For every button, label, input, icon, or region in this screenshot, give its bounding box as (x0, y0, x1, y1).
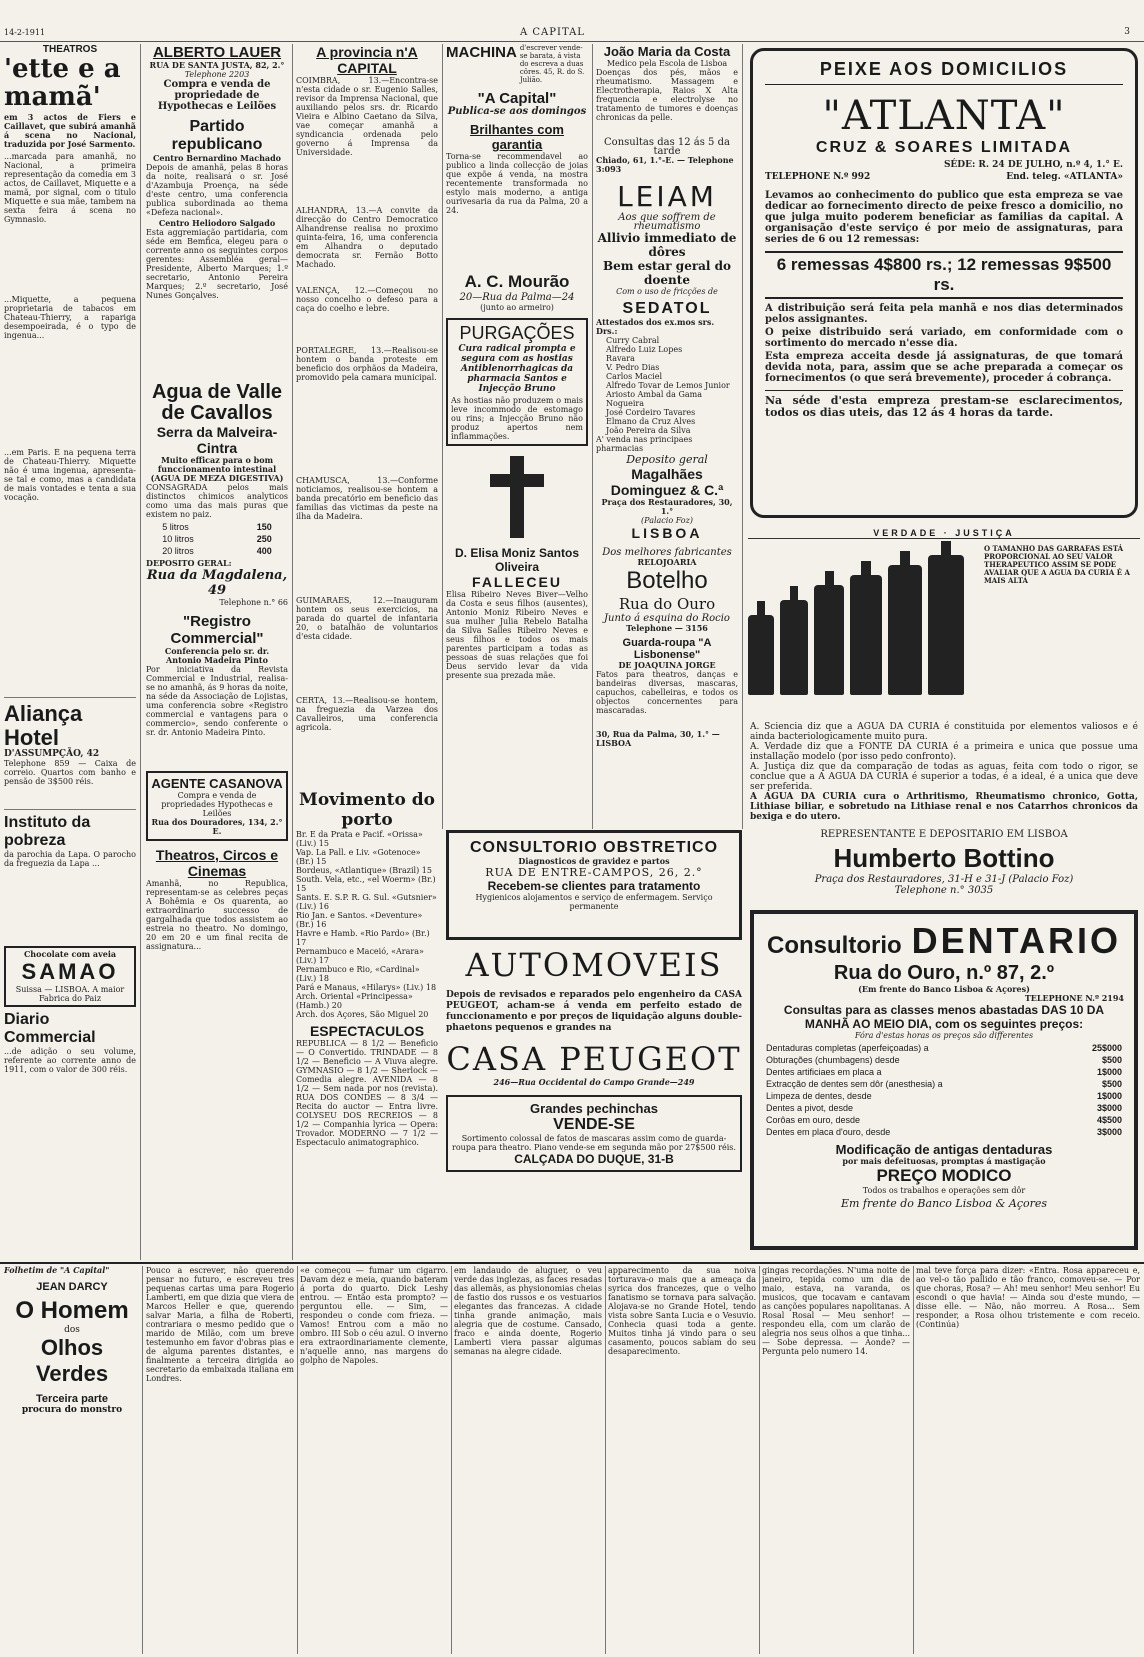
magalhaes-title: Magalhães Dominguez & C.ª (610, 466, 724, 498)
machina-text: d'escrever vende-se barata, á vista do escreva a duas côres. 45, R. do S. Julião. (519, 44, 585, 84)
column-rule (759, 1266, 760, 1654)
mourao-title: A. C. Mourão (464, 272, 570, 291)
brilhantes-text: Torna-se recommendavel ao publico a linda collecção de joias que expõe á venda, na mostra recentemente transformada no estylo mais moderno, a antiga ourivesaria da rua da Palma, 20 a 24. (446, 152, 588, 215)
atlanta-text: A distribuição será feita pela manhã e nos dias determinados pelos assignantes. (765, 303, 1123, 325)
atlanta-text: Levamos ao conhecimento do publico que esta empreza se vae dedicar ao fornecimento directo de peixe fresco a domicilio, no que julga muito poderem beneficiar as familias da capital. A organisação d'este serviço é por meio de assignaturas, para series de 6 ou 12 remessas: (765, 190, 1123, 245)
price-row: Extracção de dentes sem dôr (anesthesia) a $500 (766, 1079, 1122, 1089)
masthead (0, 27, 1144, 42)
agua-text: CONSAGRADA pelos mais distinctos chimicos analyticos como uma das mais puras que existem no paiz. (146, 483, 288, 519)
agua-deposit: DEPOSITO GERAL: (146, 558, 232, 568)
provincia-text: VALENÇA, 12.—Começou no nosso concelho o defeso para a caça do coelho e lebre. (296, 286, 438, 313)
movimento-title: Movimento do porto (299, 790, 435, 830)
purgacoes-text2: As hostias não produzem o mais leve incommodo de estomago ou rins; a Injecção Bruno não produz apertos nem inflammações. (451, 396, 583, 441)
bottle-icon (814, 585, 844, 695)
magalhaes-sub: (Palacio Foz) (641, 516, 693, 525)
provincia-title: A provincia n'A CAPITAL (316, 44, 418, 76)
sedatol-footer: A' venda nas principaes pharmacias (596, 435, 693, 453)
botelho-address: Rua do Ouro (618, 595, 716, 613)
partido-title: Partido republicano (171, 118, 263, 153)
column-rule (142, 1266, 143, 1654)
calcada-address: CALÇADA DO DUQUE, 31-B (514, 1152, 674, 1166)
mourao-address: 20—Rua da Palma—24 (459, 292, 575, 303)
machina-title: MACHINA (446, 44, 517, 61)
dentario-telephone: TELEPHONE N.º 2194 (1024, 993, 1124, 1003)
provincia-text: PORTALEGRE, 13.—Realisou-se hontem o banda proteste em beneficio dos orphãos da Madeira, promovido pela camara municipal. (296, 346, 438, 382)
provincia-text: ALHANDRA, 13.—A convite da direcção do Centro Democratico Alhandrense realisa no proximo quinta-feira, 16, uma conferencia em Alhandra o deputado democrata sr. Fernão Botto Machado. (296, 206, 438, 269)
provincia-text: CHAMUSCA, 13.—Conforme noticiamos, realisou-se hontem a banda precatório em beneficio das familias das victimas da peste na ilha da Madeira. (296, 476, 438, 521)
movimento-row: Rio Jan. e Santos. «Deventure» (Br.) 16 (296, 911, 423, 929)
atlanta-text: O peixe distribuido será variado, em conformidade com o sortimento do mercado n'esse dia. (765, 327, 1123, 349)
samao-ad (4, 946, 136, 1007)
folhetim-author: JEAN DARCY (36, 1281, 108, 1293)
movimento-row: Br. E da Prata e Pacif. «Orissa» (Liv.) 15 (296, 830, 423, 848)
botelho-address2: Junto á esquina do Rocio (604, 613, 730, 624)
provincia-text: GUIMARÃES, 12.—Inauguram hontem os seus exercicios, na parada do quartel de infantaria 20, o batalhão de voluntarios d'esta cidade. (296, 596, 438, 641)
registo-title: "Registro Commercial" (170, 613, 264, 647)
automoveis-ad (446, 946, 742, 1258)
article-paragraph: ...marcada para amanhã, no Nacional, a primeira representação da comedia em 3 actos, de Caillavet, Miquette e a mamã, por signal, com o titulo Miquette e sua mãe, tambem na sexta feira á scena no Gymnasio. (4, 152, 136, 224)
leiam-sub: Aos que soffrem de rheumatismo (618, 212, 716, 232)
agua-source: Serra da Malveira-Cintra (156, 424, 278, 456)
dentario-sub: (Em frente do Banco Lisboa & Açores) (858, 984, 1030, 994)
deposito-label: Deposito geral (626, 453, 708, 466)
column-rule (592, 44, 593, 829)
registo-text: Por iniciativa da Revista Commercial e Industrial, realisa-se no amanhã, ás 9 horas da noite, na séde da Associação de Lojistas, uma conferencia sobre «Registro commercial e vantagens para o commercio», sendo conferente o sr. dr. Antonio Madeira Pinto. (146, 665, 288, 737)
movimento-row: Pernambuco e Rio, «Cardinal» (Liv.) 18 (296, 965, 420, 983)
automoveis-title: AUTOMOVEIS (465, 946, 723, 984)
dentario-ad (750, 910, 1138, 1250)
bottles-icon (748, 545, 978, 695)
price-row: 20 litros 400 (162, 546, 272, 556)
article-lead: em 3 actos de Fiers e Caillavet, que subirá amanhã á scena no Nacional, traduzida por José Sarmento. (4, 112, 136, 149)
hotel-address: D'ASSUMPÇÃO, 42 (4, 749, 100, 759)
masthead-title: A CAPITAL (520, 27, 585, 38)
leiam-text: Allivio immediato de dôres (597, 231, 737, 259)
movimento-row: Vap. La Pall. e Liv. «Gotenoce» (Br.) 15 (296, 848, 421, 866)
guarda-title: Guarda-roupa "A Lisbonense" (622, 637, 712, 661)
folhetim-column: apparecimento da sua noiva torturava-o mais que a ameaça da syrica dos francezes, que o velho fanatismo se tornava para salvação. Alojava-se no Grande Hotel, tendo vista sobre Santa Lucia e o Vesuvio. Conhecia quasi toda a gente. Muitos tinha já vindo para o seu casamento, poucos sabiam do seu desaparecimento. (608, 1266, 756, 1356)
casa-peugeot: CASA PEUGEOT (446, 1040, 742, 1078)
pobreza-text: da parochia da Lapa. O parocho da freguezia da Lapa ... (4, 850, 136, 868)
lauer-text: Compra e venda de propriedade de Hypothecas e Leilões (157, 79, 277, 112)
movimento-row: Sants. E. S.P. R. G. Sul. «Gutsnier» (Liv.) 16 (296, 893, 437, 911)
mourao-sub: (junto ao armeiro) (480, 303, 554, 312)
falleceu-text: Elisa Ribeiro Neves Biver—Velho da Costa e seus filhos (ausentes), Antonio Moniz Ribeiro Neves e sua mulher Julia Rebelo Batalha da Silva Salles Ribeiro Neves e seus filhos e todos os mais parentes participam a todas as pessoas de suas relações que foi Deus servido levar da vida presente sua prezada mãe. (446, 590, 588, 680)
partido-subtitle: Centro Heliodoro Salgado (158, 218, 276, 228)
curia-text: A. Justiça diz que da comparação de todas as aguas, feita com todo o rigor, se conclue que a A AGUA DA CURIA é superior a todas, é a ideal, é a unica que deve ser preferida. (750, 762, 1138, 792)
list-item: Alfredo Tovar de Lemos Junior (606, 381, 730, 390)
consultorio-sub: Diagnosticos de gravidez e partos (518, 856, 670, 866)
list-item: Elmano da Cruz Alves (606, 417, 696, 426)
consultorio-text2: Hygienicos alojamentos e serviço de enfermagem. Serviço permanente (475, 893, 713, 911)
lauer-telephone: Telephone 2203 (184, 70, 250, 79)
dentario-preco: PREÇO MODICO (876, 1166, 1012, 1185)
column-2 (146, 44, 288, 1260)
curia-text: A AGUA DA CURIA cura o Arthritismo, Rheumatismo chronico, Gotta, Lithiase biliar, e sobretudo na Lithiase renal e nos Catarrhos chronicos da bexiga e do utero. (750, 792, 1138, 822)
column-rule (292, 44, 293, 1260)
movimento-row: Pernambuco e Maceió, «Arara» (Liv.) 17 (296, 947, 424, 965)
commercial-text: ...de adição o seu volume, referente ao corrente anno de 1911, com o valor de 300 réis. (4, 1047, 136, 1074)
partido-subtitle: Centro Bernardino Machado (153, 153, 281, 163)
curia-text: A. Sciencia diz que a AGUA DA CURIA é constituida por elementos valiosos e é ainda bacteriologicamente muito pura. (750, 722, 1138, 742)
curia-text-block (750, 722, 1138, 902)
casanova-ad (146, 771, 288, 841)
column-rule (442, 44, 443, 829)
column-4 (446, 44, 588, 829)
atlanta-footer: Na séde d'esta empreza prestam-se esclarecimentos, todos os dias uteis, das 12 ás 4 horas da tarde. (765, 390, 1123, 419)
divider (4, 809, 136, 810)
automoveis-text: Depois de revisados e reparados pelo engenheiro da CASA PEUGEOT, acham-se á venda em perfeito estado de funccionamento e por preços de liquidação alguns double-phaetons pequenos e grandes na (446, 990, 742, 1033)
pechinchas-title: Grandes pechinchas (530, 1101, 658, 1116)
bottle-icon (780, 600, 808, 695)
circo-title: Theatros, Circos e Cinemas (155, 847, 279, 879)
curia-rep-telephone: Telephone n.° 3035 (894, 885, 994, 896)
espectaculos-text: REPUBLICA — 8 1/2 — Beneficio — O Convertido. TRINDADE — 8 1/2 — Beneficio — A Viuva alegre. GYMNASIO — 8 1/2 — Sherlock — Comedia alegre. AVENIDA — 8 1/2 — Sem nada por nos (revista). RUA DOS CONDES — 8 3/4 — Recita do auctor — Entra livre. COLYSEU DOS RECREIOS — 8 1/2 — Companhia lyrica — Opera: Trovador. MODERNO — 7 1/2 — Espectaculo animatographico. (296, 1039, 438, 1147)
agua-title: de Cavallos (161, 402, 273, 424)
folhetim-book: O Homem (15, 1297, 129, 1324)
atlanta-text: Esta empreza acceita desde já assignaturas, de que tomará devida nota, para, assim que se ache preparada a começar os fornecimentos (o que será brevemente), proceder á cobrança. (765, 351, 1123, 384)
agua-telephone: Telephone n.° 66 (219, 598, 288, 607)
partido-text: Esta aggremiação partidaria, com séde em Bemfica, elegeu para o corrente anno os seguintes corpos gerentes: Assembléa geral—Presidente, Alberto Marques; 1.º secretario, Antonio Pereira Marques; 2.º secretario, José Nunes Gonçalves. (146, 228, 288, 300)
sedatol-title: SEDATOL (622, 300, 712, 317)
agua-text: Muito efficaz para o bom funccionamento intestinal (157, 455, 277, 474)
section-title: THEATROS (42, 44, 98, 55)
article-paragraph: ...Miquette, a pequena proprietaria de tabacos em Chateau-Thierry, a rapariga desempoeirada, é o typo de ingenua... (4, 295, 136, 340)
capital-sub: Publica-se aos domingos (447, 106, 587, 117)
guarda-sub: DE JOAQUINA JORGE (618, 660, 716, 670)
dentario-title1: Consultorio (767, 932, 902, 959)
consultorio-obstetrico-ad (446, 830, 742, 940)
movimento-row: Arch. dos Açores, São Miguel 20 (296, 1010, 429, 1019)
atlanta-prices: 6 remessas 4$800 rs.; 12 remessas 9$500 rs. (765, 251, 1123, 299)
dentario-mod-title: Modificação de antigas dentaduras (835, 1142, 1053, 1157)
peugeot-address: 246—Rua Occidental do Campo Grande—249 (493, 1077, 695, 1087)
divider (4, 697, 136, 698)
folhetim-label: Folhetim de "A Capital" (4, 1266, 110, 1275)
price-row: Corôas em ouro, desde 4$500 (766, 1115, 1122, 1125)
botelho-telephone: Telephone — 3156 (626, 623, 708, 633)
curia-illustration (748, 528, 1140, 718)
commercial-title: Diario Commercial (4, 1011, 96, 1046)
dentario-preco-sub: Todos os trabalhos e operações sem dôr (862, 1186, 1026, 1195)
samao-label: Chocolate com aveia (23, 949, 117, 959)
consultorio-text: Recebem-se clientes para tratamento (487, 879, 701, 893)
column-5 (596, 44, 738, 829)
article-headline: 'ette e a mamã' (4, 54, 121, 112)
provincia-text: CERTÃ, 13.—Realisou-se hontem, na freguezia da Varzea dos Cavalleiros, uma conferencia agricola. (296, 696, 438, 732)
price-row: Dentes artificiaes em placa a 1$000 (766, 1067, 1122, 1077)
falleceu-name: D. Elisa Moniz Santos Oliveira (454, 546, 580, 574)
bottle-icon (928, 555, 964, 695)
atlanta-telephone: TELEPHONE N.º 992 (765, 172, 871, 182)
falleceu-title: FALLECEU (472, 574, 562, 590)
hotel-text: Telephone 859 — Caixa de correio. Quartos com banho e pensão de 3$500 réis. (4, 759, 136, 786)
casanova-address: Rua dos Douradores, 134, 2.° E. (151, 817, 283, 836)
machina-ad (446, 44, 588, 84)
purgacoes-text: Cura radical prompta e segura com as hostias Antiblenorrhagicas da pharmacia Santos e Injecção Bruno (458, 344, 576, 394)
price-row: Dentes em placa d'ouro, desde 3$000 (766, 1127, 1122, 1137)
botelho-label: RELOJOARIA (637, 557, 697, 567)
costa-address: Chiado, 61, 1.°-E. — Telephone 3:093 (596, 155, 734, 174)
costa-hours: Consultas das 12 ás 5 da tarde (604, 137, 730, 157)
list-item: João Pereira da Silva (606, 426, 691, 435)
espectaculos-title: ESPECTACULOS (309, 1023, 425, 1039)
curia-rep-name: Humberto Bottino (833, 843, 1055, 873)
folhetim-book: Olhos Verdes (35, 1335, 109, 1386)
atlanta-title: "ATLANTA" (822, 93, 1066, 139)
partido-text: Depois de amanhã, pelas 8 horas da noite, realisará o sr. José d'Azambuja Proença, na séde d'este centro, uma conferencia publica subordinada ao thema «Defeza nacional». (146, 163, 288, 217)
article-paragraph: ...em Paris. É na pequena terra de Chateau-Thierry. Miquette não é uma ingenua, apresenta-se tal e como, mas a candidata de mais vontades e tenta a sua vocação. (4, 448, 136, 502)
price-row: Obturações (chumbagens) desde $500 (766, 1055, 1122, 1065)
consultorio-title: CONSULTORIO OBSTRETICO (469, 839, 719, 856)
movimento-row: Pará e Manaus, «Hilarys» (Liv.) 18 (296, 983, 437, 992)
samao-brand: SAMAO (21, 959, 119, 984)
masthead-date: 14-2-1911 (4, 28, 46, 37)
agua-sub: (AGUA DE MEZA DIGESTIVA) (150, 473, 284, 483)
list-item: Carlos Maciel (606, 372, 663, 381)
pechinchas-ad (446, 1095, 742, 1172)
costa-title: João Maria da Costa (603, 44, 731, 59)
folhetim-book: dos (64, 1325, 80, 1335)
movimento-row: Havre e Hamb. «Rio Pardo» (Br.) 17 (296, 929, 430, 947)
samao-sub: Suissa — LISBOA. A maior Fabrica do Paiz (15, 985, 125, 1003)
atlanta-sub: CRUZ & SOARES LIMITADA (815, 139, 1073, 156)
column-rule (605, 1266, 606, 1654)
dentario-price-table (764, 1042, 1124, 1138)
cross-icon (446, 452, 588, 542)
guarda-text: Fatos para theatros, danças e bandeiras diversas, mascaras, capuchos, cabelleiras, e todos os objectos concernentes para mascaradas. (596, 670, 738, 715)
leiam-title: LEIAM (617, 180, 717, 213)
list-item: Curry Cabral (606, 336, 660, 345)
bottle-icon (850, 575, 882, 695)
purgacoes-ad (446, 318, 588, 446)
curia-text: A. Verdade diz que a FONTE DA CURIA é a primeira e unica que possue uma installação modelo (por isso pedo confronto). (750, 742, 1138, 762)
lisboa-label: LISBOA (631, 525, 703, 541)
botelho-sub: Dos melhores fabricantes (602, 547, 732, 558)
column-rule (297, 1266, 298, 1654)
atlanta-ad (750, 48, 1138, 518)
atlanta-telegraph: End. teleg. «ATLANTA» (1006, 172, 1123, 182)
folhetim-column: mal teve força para dizer: «Entra. Rosa appareceu e, ao vel-o tão pallido e tão franco, comoveu-se. — Por que choras, Rosa? — Ah! meu senhor! Meu senhor! Eu escondi o que havia! — Ainda sou d'este mundo, — disse elle. — Não, não morreu. A Rosa... Sem responder, a Rosa olhou tristemente e com receio. (Continúa) (916, 1266, 1140, 1329)
page-number: 3 (1124, 27, 1130, 37)
dentario-header (764, 920, 1124, 962)
price-row: Limpeza de dentes, desde 1$000 (766, 1091, 1122, 1101)
atlanta-head: PEIXE AOS DOMICILIOS (765, 59, 1123, 85)
dentario-mod-sub: por mais defeituosas, promptas á mastigação (842, 1156, 1046, 1166)
casanova-text: Compra e venda de propriedades Hypothecas e Leilões (161, 791, 273, 818)
registo-sub: Conferencia pelo sr. dr. Antonio Madeira Pinto (164, 646, 270, 665)
column-rule (742, 44, 743, 829)
list-item: Ariosto Ambal da Gama Nogueira (606, 390, 702, 408)
brilhantes-title: Brilhantes com garantia (470, 122, 564, 152)
curia-rep: REPRESENTANTE E DEPOSITARIO EM LISBOA (820, 829, 1068, 840)
movimento-row: South. Vela, etc., «el Woerm» (Br.) 15 (296, 875, 436, 893)
lauer-address: RUA DE SANTA JUSTA, 82, 2.° (149, 60, 285, 70)
curia-banner: VERDADE · JUSTIÇA (748, 528, 1140, 539)
botelho-title: Botelho (626, 567, 708, 594)
curia-rep-address: Praça dos Restauradores, 31-H e 31-J (Palacio Foz) (814, 874, 1074, 885)
sedatol-list (596, 336, 738, 435)
folhetim-rule (0, 1262, 1144, 1264)
column-theatros (4, 44, 136, 1260)
magalhaes-address: Praça dos Restauradores, 30, 1.° (601, 497, 733, 516)
dentario-address: Rua do Ouro, n.º 87, 2.º (833, 962, 1055, 984)
dentario-title2: DENTARIO (911, 920, 1121, 961)
leiam-text: Com o uso de fricções de (616, 287, 718, 296)
purgacoes-title: PURGAÇÕES (459, 323, 575, 343)
curia-side-text: O TAMANHO DAS GARRAFAS ESTÁ PROPORCIONAL AO SEU VALOR THERAPEUTICO ASSIM SE PODE AVALIAR QUE A AGUA DA CURIA É A MAIS ALTA (984, 544, 1130, 585)
vende-text: Sortimento colossal de fatos de mascaras assim como de guarda-roupa para theatro. Piano vende-se em segunda mão por 27$500 réis. (452, 1134, 736, 1152)
folhetim-chapter: procura do monstro (21, 1405, 123, 1415)
folhetim-column: gingas recordações. N'uma noite de janeiro, tepida como um dia de maio, estava, na varanda, os musicos, que tocavam e cantavam as canções populares napolitanas. A Rosal Rosal — Meu senhor! — respondeu ella, com um clarão de alegria nos seus olhos a que tinha... — Sobe depressa. — Aonde? — Pergunta pelo numero 14. (762, 1266, 910, 1356)
list-item: José Cordeiro Tavares (606, 408, 696, 417)
hotel-title: Aliança Hotel (4, 701, 83, 750)
price-row: Dentaduras completas (aperfeiçoadas) a 25$000 (766, 1043, 1122, 1053)
leiam-text: Bem estar geral do doente (602, 259, 732, 287)
folhetim-column: «e começou — fumar um cigarro. Davam dez e meia, quando bateram á porta do quarto. Dick Leshy entrou. — Então esta prompto? — perguntou elle. — Sim, — respondeu o conde com frieza. — Vamos! Entrou com a mão no ombro. III Sob o céu azul. O inverno era extraordinariamente clemente, n'aquelle anno, nas margens do golpho de Napoles. (300, 1266, 448, 1365)
column-rule (913, 1266, 914, 1654)
dentario-footer: Em frente do Banco Lisboa & Açores (840, 1197, 1048, 1210)
lauer-title: ALBERTO LAUER (152, 44, 282, 61)
costa-text: Doenças dos pés, mãos e rheumatismo. Massagem e Electrotherapia, Raios X Alta frequencia e electrolyse no tratamento de tumores e doenças chronicas da pelle. (596, 68, 738, 122)
folhetim-part: Terceira parte (36, 1393, 108, 1405)
price-row: Dentes a pivot, desde 3$000 (766, 1103, 1122, 1113)
costa-sub: Medico pela Escola de Lisboa (606, 59, 728, 68)
atlanta-address: SÉDE: R. 24 DE JULHO, n.º 4, 1.° E. (943, 160, 1123, 170)
dentario-text: Consultas para as classes menos abastadas DAS 10 DA MANHÃ AO MEIO DIA, com os seguintes preços: (783, 1003, 1105, 1031)
column-rule (451, 1266, 452, 1654)
provincia-text: COIMBRA, 13.—Encontra-se n'esta cidade o sr. Eugenio Salles, revisor da Imprensa Nacional, que auxiliando pelos srs. dr. Ricardo Vieira e Albino Caetano da Silva, vae começar amanhã a syndicancia ordenada pelo governo á Imprensa da Universidade. (296, 76, 438, 157)
bottle-icon (748, 615, 774, 695)
agua-price-table (160, 521, 274, 557)
bottle-icon (888, 565, 922, 695)
price-row: 10 litros 250 (162, 534, 272, 544)
agua-address: Rua da Magdalena, 49 (146, 568, 288, 598)
vende-se: VENDE-SE (553, 1116, 635, 1133)
casanova-title: AGENTE CASANOVA (151, 776, 283, 791)
pobreza-title: Instituto da pobreza (4, 814, 91, 849)
guarda-address: 30, Rua da Palma, 30, 1.° — LISBOA (596, 729, 720, 748)
consultorio-address: RUA DE ENTRE-CAMPOS, 26, 2.° (485, 866, 703, 879)
folhetim-column: em landaudo de aluguer, o veu verde das inglezas, as faces resadas das allemãs, as physionomias cheias de fastio dos russos e os vestuarios elegantes das francezas. A cidade tinha grande animação, mais alegria que de costume. Cansado, fraco e ainda doente, Rogerio Lamberti viera passar algumas semanas na alegre cidade. (454, 1266, 602, 1356)
curia-body (748, 545, 1140, 695)
folhetim-column: Pouco a escrever, não querendo pensar no futuro, e escreveu tres pequenas cartas uma para Rogerio Lamberti, em que dizia que viera de Marcos Heller e que, querendo salvar Maria, a filha de Roberti, contrariara o mesmo pedido que o marido de Milão, com um breve testemunho em favor d'obras pias e de alguma parentes distantes, e finalmente a terceira dirigida ao secretario da embaixada italiana em Londres. (146, 1266, 294, 1383)
atlanta-contact (765, 172, 1123, 182)
agua-title: Agua de Valle (151, 381, 283, 403)
list-item: V. Pedro Dias (606, 363, 660, 372)
list-item: Alfredo Luiz Lopes (606, 345, 683, 354)
list-item: Ravara (606, 354, 635, 363)
capital-title: "A Capital" (477, 90, 557, 107)
circo-text: Amanhã, no Republica, representam-se as celebres peças A Bohêmia e Os quarenta, ao extraordinario successo de gargalhada que todos assistem ao estreia no theatro. No domingo, 20 em 20 e um final recita de assignatura... (146, 879, 288, 951)
price-row: 5 litros 150 (162, 522, 272, 532)
column-3 (296, 44, 438, 1260)
folhetim-header (4, 1266, 140, 1654)
dentario-note: Fóra d'estas horas os preços são differentes (854, 1031, 1034, 1040)
movimento-row: Bordeus, «Atlantique» (Brazil) 15 (296, 866, 432, 875)
sedatol-sub: Attestados dos ex.mos srs. Drs.: (596, 317, 715, 336)
movimento-row: Arch. Oriental «Principessa» (Hamb.) 20 (296, 992, 413, 1010)
column-rule (140, 44, 141, 1260)
